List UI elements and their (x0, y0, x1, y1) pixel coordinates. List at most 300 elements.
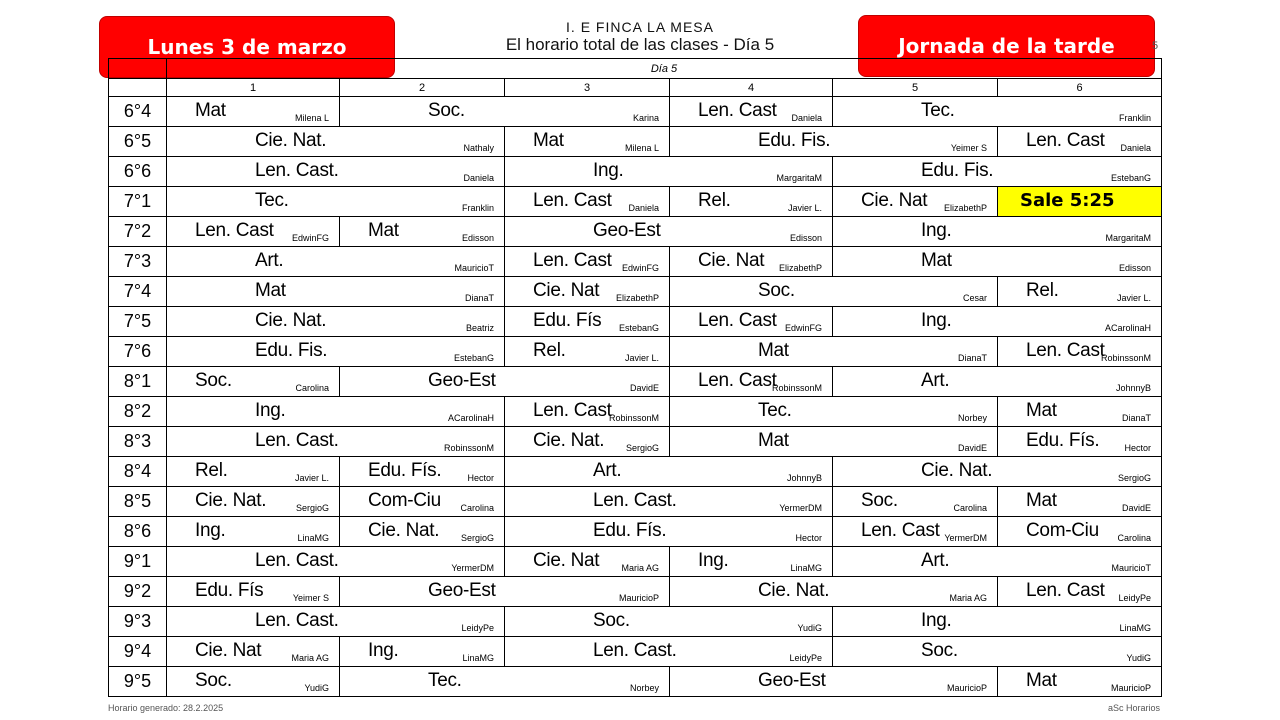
subject-label: Len. Cast (1026, 130, 1105, 151)
subject-label: Ing. (921, 610, 952, 631)
teacher-label: LinaMG (1119, 623, 1151, 633)
table-row (109, 667, 1162, 697)
teacher-label: MauricioT (454, 263, 494, 273)
lesson-cell (167, 307, 505, 337)
teacher-label: Karina (632, 113, 659, 123)
generated-note: Horario generado: 28.2.2025 (108, 703, 224, 713)
teacher-label: Yeimer S (950, 143, 987, 153)
table-row (109, 457, 1162, 487)
teacher-label: RobinssonM (771, 383, 822, 393)
lesson-cell (505, 187, 670, 217)
class-label: 7°6 (109, 337, 167, 367)
subject-label: Mat (758, 340, 789, 361)
subject-label: Tec. (255, 190, 289, 211)
lesson-cell (670, 367, 833, 397)
subject-label: Edu. Fis. (255, 340, 328, 361)
subject-label: Soc. (921, 640, 958, 661)
period-header: 3 (505, 79, 670, 97)
lesson-cell (340, 97, 670, 127)
subject-label: Ing. (195, 520, 226, 541)
subject-label: Cie. Nat (533, 280, 600, 301)
teacher-label: ElizabethP (615, 293, 659, 303)
lesson-cell (833, 607, 1162, 637)
subject-label: Rel. (533, 340, 566, 361)
subject-label: Edu. Fis. (758, 130, 831, 151)
subject-label: Art. (593, 460, 622, 481)
lesson-cell (340, 217, 505, 247)
subject-label: Len. Cast (1026, 580, 1105, 601)
teacher-label: ElizabethP (778, 263, 822, 273)
timetable-body (109, 97, 1162, 697)
teacher-label: Milena L (294, 113, 329, 123)
lesson-cell (998, 517, 1162, 547)
subject-label: Cie. Nat. (255, 310, 327, 331)
teacher-label: LeidyPe (1118, 593, 1151, 603)
lesson-cell (670, 277, 998, 307)
lesson-cell (167, 367, 340, 397)
table-row (109, 427, 1162, 457)
lesson-cell (833, 637, 1162, 667)
lesson-cell (833, 547, 1162, 577)
subject-label: Geo-Est (428, 580, 496, 601)
row-header-corner (109, 79, 167, 97)
subject-label: Len. Cast (533, 400, 612, 421)
teacher-label: RobinssonM (1100, 353, 1151, 363)
period-header: 2 (340, 79, 505, 97)
software-credit: aSc Horarios (1108, 703, 1161, 713)
class-label: 9°3 (109, 607, 167, 637)
lesson-cell (833, 187, 998, 217)
lesson-cell (167, 157, 505, 187)
lesson-cell (833, 247, 1162, 277)
lesson-cell (998, 487, 1162, 517)
lesson-cell (340, 367, 670, 397)
teacher-label: DavidE (1121, 503, 1151, 513)
lesson-cell (833, 157, 1162, 187)
subject-label: Cie. Nat (861, 190, 928, 211)
class-label: 6°6 (109, 157, 167, 187)
subject-label: Soc. (758, 280, 795, 301)
class-label: 8°4 (109, 457, 167, 487)
teacher-label: ACarolinaH (1104, 323, 1151, 333)
teacher-label: Maria AG (621, 563, 659, 573)
subject-label: Len. Cast. (593, 490, 677, 511)
subject-label: Cie. Nat (195, 640, 262, 661)
subject-label: Len. Cast (698, 310, 777, 331)
class-label: 7°1 (109, 187, 167, 217)
subject-label: Len. Cast (698, 100, 777, 121)
teacher-label: LinaMG (297, 533, 329, 543)
table-row (109, 397, 1162, 427)
teacher-label: Daniela (628, 203, 659, 213)
lesson-cell (505, 277, 670, 307)
teacher-label: JohnnyB (1115, 383, 1151, 393)
lesson-cell (340, 487, 505, 517)
early-release-cell (998, 187, 1162, 217)
subject-label: Cie. Nat (533, 550, 600, 571)
lesson-cell (167, 637, 340, 667)
teacher-label: Norbey (629, 683, 659, 693)
subject-label: Len. Cast (195, 220, 274, 241)
table-row (109, 367, 1162, 397)
subject-label: Len. Cast (1026, 340, 1105, 361)
lesson-cell (670, 337, 998, 367)
teacher-label: Daniela (463, 173, 494, 183)
teacher-label: YermerDM (779, 503, 822, 513)
teacher-label: LeidyPe (789, 653, 822, 663)
teacher-label: LeidyPe (461, 623, 494, 633)
lesson-cell (505, 127, 670, 157)
school-name: I. E FINCA LA MESA (566, 19, 714, 35)
lesson-cell (833, 217, 1162, 247)
subject-label: Len. Cast. (255, 430, 339, 451)
subject-label: Mat (368, 220, 399, 241)
period-header: 1 (167, 79, 340, 97)
subject-label: Cie. Nat. (255, 130, 327, 151)
subject-label: Geo-Est (593, 220, 661, 241)
teacher-label: EstebanG (453, 353, 494, 363)
period-header: 4 (670, 79, 833, 97)
teacher-label: EdwinFG (784, 323, 822, 333)
table-row (109, 247, 1162, 277)
lesson-cell (670, 97, 833, 127)
subject-label: Mat (1026, 400, 1057, 421)
table-row (109, 517, 1162, 547)
teacher-label: DianaT (1121, 413, 1151, 423)
day-label: Día 5 (167, 59, 1162, 79)
lesson-cell (505, 217, 833, 247)
lesson-cell (167, 517, 340, 547)
lesson-cell (340, 577, 670, 607)
lesson-cell (670, 187, 833, 217)
lesson-cell (998, 397, 1162, 427)
teacher-label: Javier L. (787, 203, 822, 213)
teacher-label: EdwinFG (621, 263, 659, 273)
subject-label: Len. Cast. (255, 610, 339, 631)
subject-label: Rel. (698, 190, 731, 211)
subject-label: Ing. (698, 550, 729, 571)
class-label: 6°5 (109, 127, 167, 157)
table-row (109, 307, 1162, 337)
subject-label: Edu. Fís. (593, 520, 667, 541)
lesson-cell (167, 277, 505, 307)
lesson-cell (670, 397, 998, 427)
teacher-label: Edisson (461, 233, 494, 243)
teacher-label: Franklin (1118, 113, 1151, 123)
subject-label: Cie. Nat. (921, 460, 993, 481)
subject-label: Len. Cast (533, 250, 612, 271)
teacher-label: EstebanG (618, 323, 659, 333)
lesson-cell (670, 307, 833, 337)
subject-label: Ing. (921, 310, 952, 331)
table-row (109, 277, 1162, 307)
lesson-cell (340, 667, 670, 697)
lesson-cell (505, 517, 833, 547)
teacher-label: DianaT (957, 353, 987, 363)
lesson-cell (670, 577, 998, 607)
lesson-cell (505, 487, 833, 517)
subject-label: Soc. (195, 370, 232, 391)
subject-label: Len. Cast (861, 520, 940, 541)
day-header-row (109, 59, 1162, 79)
lesson-cell (167, 187, 505, 217)
teacher-label: EdwinFG (291, 233, 329, 243)
subject-label: Soc. (861, 490, 898, 511)
teacher-label: Nathaly (463, 143, 494, 153)
teacher-label: DavidE (629, 383, 659, 393)
teacher-label: Edisson (1118, 263, 1151, 273)
teacher-label: Javier L. (624, 353, 659, 363)
lesson-cell (505, 247, 670, 277)
subject-label: Com-Ciu (1026, 520, 1099, 541)
lesson-cell (833, 517, 998, 547)
teacher-label: YermerDM (451, 563, 494, 573)
lesson-cell (505, 397, 670, 427)
teacher-label: RobinssonM (608, 413, 659, 423)
lesson-cell (670, 427, 998, 457)
subject-label: Cie. Nat. (758, 580, 830, 601)
lesson-cell (167, 397, 505, 427)
lesson-cell (670, 247, 833, 277)
teacher-label: SergioG (1117, 473, 1151, 483)
lesson-cell (998, 127, 1162, 157)
class-label: 9°4 (109, 637, 167, 667)
teacher-label: ACarolinaH (447, 413, 494, 423)
teacher-label: Maria AG (291, 653, 329, 663)
teacher-label: Hector (1124, 443, 1151, 453)
class-label: 8°1 (109, 367, 167, 397)
lesson-cell (833, 487, 998, 517)
teacher-label: Edisson (789, 233, 822, 243)
lesson-cell (505, 157, 833, 187)
teacher-label: Carolina (295, 383, 329, 393)
subject-label: Cie. Nat. (195, 490, 267, 511)
teacher-label: Beatriz (465, 323, 494, 333)
lesson-cell (833, 457, 1162, 487)
table-row (109, 637, 1162, 667)
lesson-cell (167, 487, 340, 517)
subject-label: Cie. Nat (698, 250, 765, 271)
subject-label: Rel. (1026, 280, 1059, 301)
subject-label: Mat (255, 280, 286, 301)
lesson-cell (998, 277, 1162, 307)
lesson-cell (670, 667, 998, 697)
table-row (109, 157, 1162, 187)
page-number: 5 (1152, 40, 1159, 52)
subject-label: Edu. Fis. (921, 160, 994, 181)
subject-label: Art. (921, 550, 950, 571)
teacher-label: EstebanG (1110, 173, 1151, 183)
subject-label: Len. Cast (698, 370, 777, 391)
teacher-label: LinaMG (462, 653, 494, 663)
subject-label: Len. Cast. (593, 640, 677, 661)
subject-label: Mat (1026, 490, 1057, 511)
lesson-cell (505, 607, 833, 637)
table-row (109, 607, 1162, 637)
lesson-cell (670, 127, 998, 157)
lesson-cell (505, 307, 670, 337)
subject-label: Soc. (428, 100, 465, 121)
class-label: 8°5 (109, 487, 167, 517)
table-row (109, 337, 1162, 367)
table-row (109, 577, 1162, 607)
lesson-cell (833, 307, 1162, 337)
subject-label: Len. Cast. (255, 160, 339, 181)
teacher-label: Carolina (953, 503, 987, 513)
subject-label: Ing. (368, 640, 399, 661)
table-row (109, 127, 1162, 157)
subject-label: Ing. (921, 220, 952, 241)
class-label: 8°2 (109, 397, 167, 427)
subject-label: Mat (1026, 670, 1057, 691)
teacher-label: SergioG (295, 503, 329, 513)
early-release-label: Sale 5:25 (1020, 190, 1115, 211)
lesson-cell (998, 337, 1162, 367)
table-row (109, 487, 1162, 517)
lesson-cell (167, 427, 505, 457)
teacher-label: DavidE (957, 443, 987, 453)
teacher-label: Daniela (791, 113, 822, 123)
date-label: Lunes 3 de marzo (147, 35, 347, 59)
teacher-label: DianaT (464, 293, 494, 303)
teacher-label: Daniela (1120, 143, 1151, 153)
lesson-cell (340, 517, 505, 547)
class-label: 8°6 (109, 517, 167, 547)
teacher-label: Carolina (1117, 533, 1151, 543)
lesson-cell (505, 547, 670, 577)
lesson-cell (167, 577, 340, 607)
teacher-label: YudiG (1126, 653, 1151, 663)
lesson-cell (998, 667, 1162, 697)
teacher-label: YudiG (304, 683, 329, 693)
table-row (109, 217, 1162, 247)
subject-label: Tec. (758, 400, 792, 421)
teacher-label: Yeimer S (292, 593, 329, 603)
subject-label: Soc. (195, 670, 232, 691)
teacher-label: MauricioT (1111, 563, 1151, 573)
lesson-cell (998, 427, 1162, 457)
subject-label: Ing. (593, 160, 624, 181)
teacher-label: Hector (467, 473, 494, 483)
subject-label: Tec. (921, 100, 955, 121)
teacher-label: RobinssonM (443, 443, 494, 453)
subject-label: Mat (921, 250, 952, 271)
subject-label: Edu. Fís (533, 310, 602, 331)
teacher-label: MauricioP (618, 593, 659, 603)
subject-label: Soc. (593, 610, 630, 631)
lesson-cell (167, 127, 505, 157)
subject-label: Geo-Est (758, 670, 826, 691)
teacher-label: MargaritaM (1105, 233, 1151, 243)
teacher-label: LinaMG (790, 563, 822, 573)
teacher-label: Milena L (624, 143, 659, 153)
lesson-cell (167, 667, 340, 697)
subject-label: Com-Ciu (368, 490, 441, 511)
lesson-cell (167, 247, 505, 277)
lesson-cell (340, 637, 505, 667)
subject-label: Mat (758, 430, 789, 451)
teacher-label: Javier L. (294, 473, 329, 483)
teacher-label: Javier L. (1116, 293, 1151, 303)
class-label: 9°2 (109, 577, 167, 607)
lesson-cell (505, 337, 670, 367)
subject-label: Art. (255, 250, 284, 271)
class-label: 6°4 (109, 97, 167, 127)
lesson-cell (167, 217, 340, 247)
teacher-label: JohnnyB (786, 473, 822, 483)
lesson-cell (167, 607, 505, 637)
subject-label: Mat (195, 100, 226, 121)
teacher-label: YudiG (797, 623, 822, 633)
teacher-label: MauricioP (1110, 683, 1151, 693)
subject-label: Len. Cast (533, 190, 612, 211)
timetable (108, 58, 1162, 697)
lesson-cell (340, 457, 505, 487)
class-label: 7°4 (109, 277, 167, 307)
lesson-cell (833, 367, 1162, 397)
period-header: 5 (833, 79, 998, 97)
teacher-label: Maria AG (949, 593, 987, 603)
lesson-cell (167, 457, 340, 487)
lesson-cell (505, 637, 833, 667)
corner-cell (109, 59, 167, 79)
class-label: 8°3 (109, 427, 167, 457)
lesson-cell (505, 457, 833, 487)
subject-label: Tec. (428, 670, 462, 691)
teacher-label: MauricioP (946, 683, 987, 693)
lesson-cell (505, 427, 670, 457)
subject-label: Edu. Fís. (368, 460, 442, 481)
table-row (109, 97, 1162, 127)
lesson-cell (167, 547, 505, 577)
subject-label: Edu. Fís (195, 580, 264, 601)
teacher-label: SergioG (625, 443, 659, 453)
class-label: 7°5 (109, 307, 167, 337)
subject-label: Cie. Nat. (368, 520, 440, 541)
teacher-label: Hector (795, 533, 822, 543)
subject-label: Geo-Est (428, 370, 496, 391)
subject-label: Ing. (255, 400, 286, 421)
period-header-row (109, 79, 1162, 97)
class-label: 9°1 (109, 547, 167, 577)
lesson-cell (998, 577, 1162, 607)
class-label: 7°2 (109, 217, 167, 247)
teacher-label: Cesar (962, 293, 987, 303)
table-row (109, 547, 1162, 577)
page-title: El horario total de las clases - Día 5 (505, 35, 775, 54)
subject-label: Edu. Fís. (1026, 430, 1100, 451)
teacher-label: Franklin (461, 203, 494, 213)
lesson-cell (833, 97, 1162, 127)
class-label: 9°5 (109, 667, 167, 697)
class-label: 7°3 (109, 247, 167, 277)
table-row (109, 187, 1162, 217)
shift-label: Jornada de la tarde (898, 34, 1115, 58)
period-header: 6 (998, 79, 1162, 97)
teacher-label: MargaritaM (776, 173, 822, 183)
teacher-label: ElizabethP (943, 203, 987, 213)
lesson-cell (167, 337, 505, 367)
teacher-label: SergioG (460, 533, 494, 543)
subject-label: Art. (921, 370, 950, 391)
teacher-label: Norbey (957, 413, 987, 423)
subject-label: Cie. Nat. (533, 430, 605, 451)
lesson-cell (167, 97, 340, 127)
subject-label: Len. Cast. (255, 550, 339, 571)
subject-label: Mat (533, 130, 564, 151)
teacher-label: Carolina (460, 503, 494, 513)
subject-label: Rel. (195, 460, 228, 481)
